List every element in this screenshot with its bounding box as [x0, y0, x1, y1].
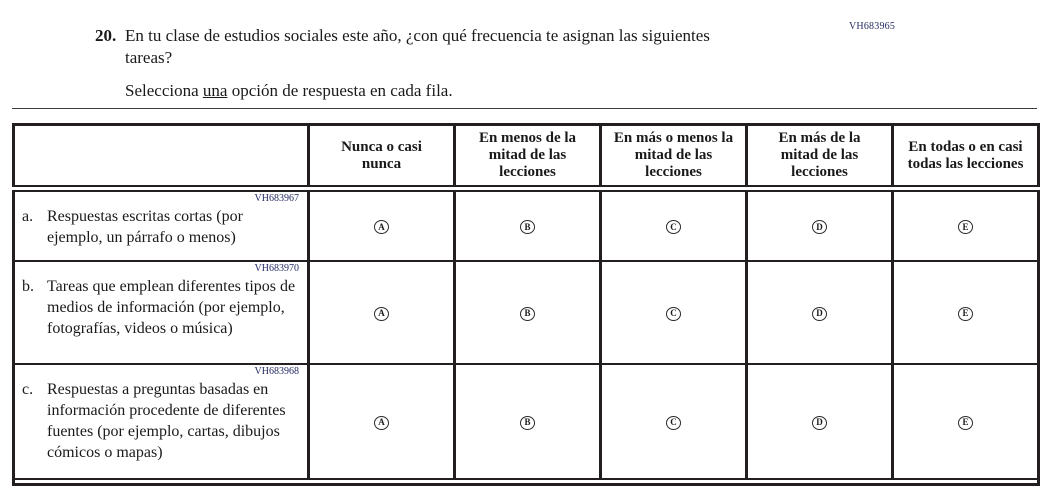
table-row-b: [14, 261, 1039, 364]
answer-cell: [747, 261, 893, 364]
response-matrix-table: [12, 123, 1040, 486]
question-number: 20.: [95, 26, 117, 45]
row-text: Respuestas a preguntas basadas en información procedente de diferentes fuentes (por ejemplo, cartas, dibujos cómicos o mapas): [47, 380, 286, 461]
answer-cell: [309, 261, 455, 364]
row-accession-code: VH683968: [254, 365, 299, 377]
answer-bubble-a-D[interactable]: D: [812, 220, 827, 234]
question-accession-code: VH683965: [849, 21, 896, 32]
answer-bubble-c-B[interactable]: B: [520, 416, 535, 430]
answer-cell: [893, 364, 1039, 479]
answer-cell: [455, 261, 601, 364]
row-letter: a.: [22, 208, 34, 225]
answer-bubble-c-D[interactable]: D: [812, 416, 827, 430]
question-text-line-2: tareas?: [125, 48, 173, 67]
row-label-cell: [14, 261, 309, 364]
row-accession-code: VH683970: [254, 262, 299, 274]
table-bottom-spacer-row: [14, 479, 1039, 485]
answer-cell: [601, 364, 747, 479]
row-accession-code: VH683967: [254, 193, 299, 204]
table-row-a: [14, 189, 1039, 261]
row-letter: b.: [22, 277, 34, 295]
answer-cell: [747, 364, 893, 479]
answer-bubble-c-E[interactable]: E: [958, 416, 973, 430]
answer-bubble-a-B[interactable]: B: [520, 220, 535, 234]
question-text: [125, 25, 710, 69]
answer-cell: [893, 261, 1039, 364]
answer-bubble-a-C[interactable]: C: [666, 220, 681, 234]
answer-cell: [601, 261, 747, 364]
answer-bubble-a-E[interactable]: E: [958, 220, 973, 234]
instruction-suffix: opción de respuesta en cada fila.: [227, 81, 453, 100]
answer-cell: [893, 189, 1039, 261]
answer-cell: [747, 189, 893, 261]
answer-bubble-b-D[interactable]: D: [812, 307, 827, 321]
answer-cell: [601, 189, 747, 261]
header-divider-line: [12, 108, 1037, 109]
answer-bubble-c-A[interactable]: A: [374, 416, 389, 430]
answer-bubble-a-A[interactable]: A: [374, 220, 389, 234]
instruction-emphasis: una: [202, 81, 228, 100]
table-bottom-spacer: [14, 479, 1039, 485]
row-letter: c.: [22, 380, 34, 398]
row-label-cell: [14, 364, 309, 479]
column-header-mas-mitad: En más de la mitad de las lecciones: [747, 125, 893, 189]
table-header-row: [14, 125, 1039, 189]
instruction-prefix: Selecciona: [125, 81, 203, 100]
answer-cell: [309, 189, 455, 261]
answer-bubble-b-A[interactable]: A: [374, 307, 389, 321]
column-header-nunca: Nunca o casi nunca: [309, 125, 455, 189]
column-header-mas-o-menos-mitad: En más o menos la mitad de las lecciones: [601, 125, 747, 189]
answer-bubble-b-E[interactable]: E: [958, 307, 973, 321]
answer-cell: [309, 364, 455, 479]
answer-cell: [455, 364, 601, 479]
column-header-todas: En todas o en casi todas las lecciones: [893, 125, 1039, 189]
column-header-menos-mitad: En menos de la mitad de las lecciones: [455, 125, 601, 189]
answer-bubble-b-C[interactable]: C: [666, 307, 681, 321]
answer-bubble-b-B[interactable]: B: [520, 307, 535, 321]
row-text: Respuestas escritas cortas (por ejemplo, un párrafo o menos): [47, 208, 243, 246]
question-block: [95, 25, 815, 102]
row-label-cell: [14, 189, 309, 261]
empty-corner-header: [14, 125, 309, 189]
answer-cell: [455, 189, 601, 261]
response-instruction: [125, 80, 815, 102]
table-row-c: [14, 364, 1039, 479]
answer-bubble-c-C[interactable]: C: [666, 416, 681, 430]
row-text: Tareas que emplean diferentes tipos de medios de información (por ejemplo, fotografías, videos o música): [47, 277, 296, 337]
question-text-line-1: En tu clase de estudios sociales este año, ¿con qué frecuencia te asignan las siguientes: [125, 26, 710, 45]
